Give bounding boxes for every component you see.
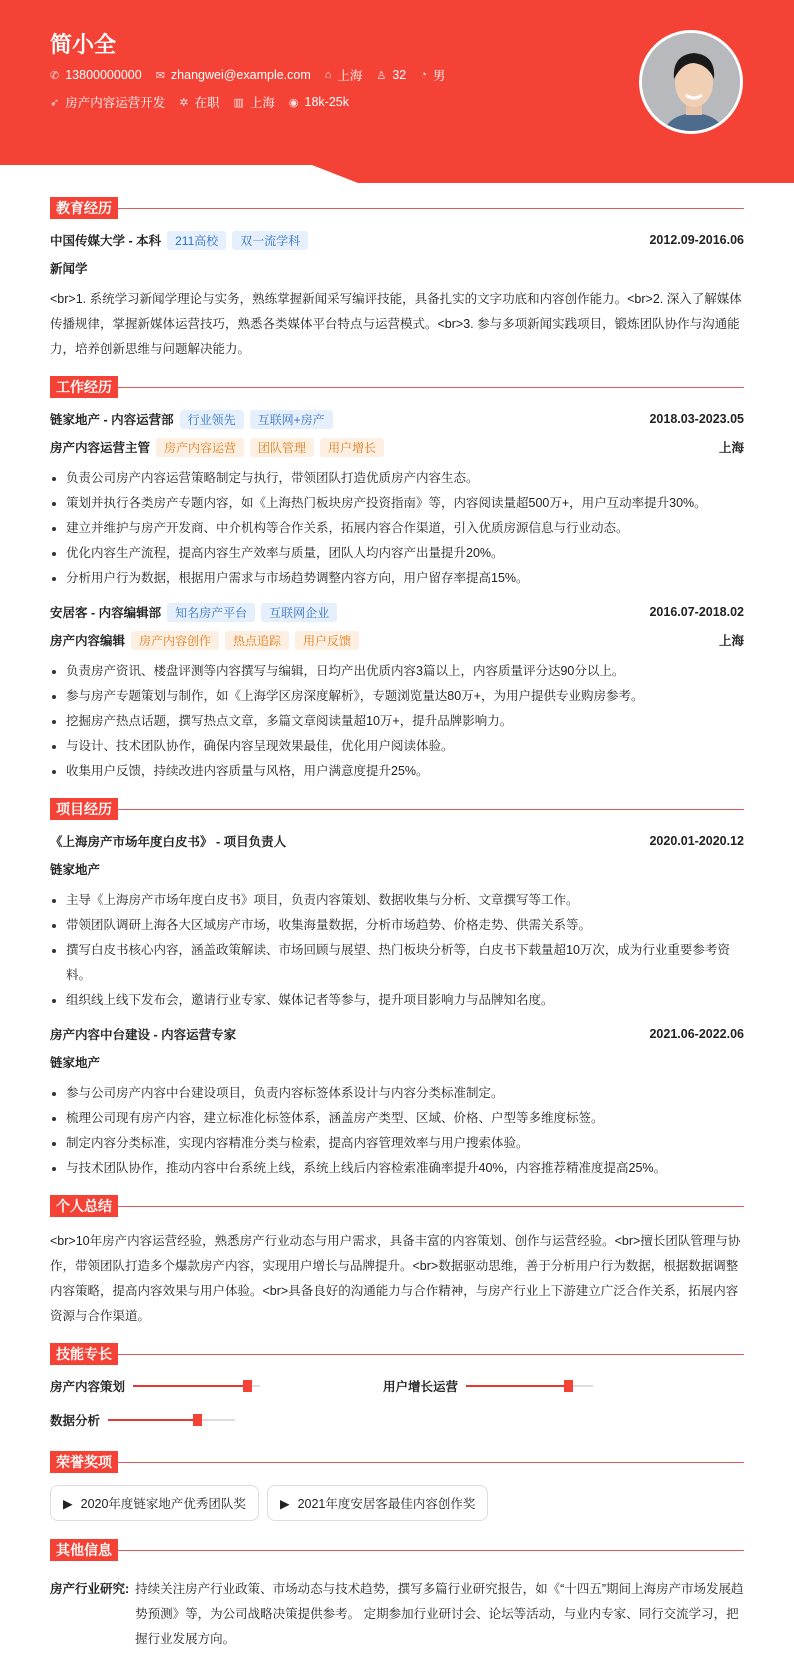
section-projects: 项目经历: [50, 798, 744, 820]
award-item: ▶ 2021年度安居客最佳内容创作奖: [267, 1485, 488, 1521]
edu-date: 2012.09-2016.06: [649, 233, 744, 247]
tag: 行业领先: [180, 410, 244, 429]
list-item: 分析用户行为数据，根据用户需求与市场趋势调整内容方向，用户留存率提高15%。: [50, 566, 744, 591]
job-target: 房产内容运营开发: [65, 96, 166, 110]
salary-icon: ◉: [288, 96, 299, 109]
candidate-name: 简小全: [50, 32, 117, 57]
list-item: 梳理公司现有房产内容，建立标准化标签体系，涵盖房产类型、区域、价格、户型等多维度标签。: [50, 1106, 744, 1131]
work-entry: [50, 603, 744, 784]
company: 链家地产 - 内容运营部: [50, 413, 174, 427]
list-item: 与技术团队协作，推动内容中台系统上线，系统上线后内容检索准确率提升40%，内容推荐精准度提高25%。: [50, 1156, 744, 1181]
list-item: 负责房产资讯、楼盘评测等内容撰写与编辑，日均产出优质内容3篇以上，内容质量评分达90分以上。: [50, 659, 744, 684]
project-entry: [50, 832, 744, 1013]
list-item: 撰写白皮书核心内容，涵盖政策解读、市场回顾与展望、热门板块分析等，白皮书下载量超10万次，成为行业重要参考资料。: [50, 938, 744, 988]
send-icon: ➶: [50, 96, 60, 109]
tag: 知名房产平台: [167, 603, 255, 622]
skill-level-knob: [564, 1380, 573, 1392]
project-title: 《上海房产市场年度白皮书》 - 项目负责人: [50, 835, 287, 849]
gender: 男: [432, 69, 446, 83]
work-date: 2018.03-2023.05: [649, 412, 744, 426]
list-item: 主导《上海房产市场年度白皮书》项目，负责内容策划、数据收集与分析、文章撰写等工作。: [50, 888, 744, 913]
city: 上海: [337, 69, 363, 83]
list-item: 参与房产专题策划与制作，如《上海学区房深度解析》，专题浏览量达80万+，为用户提供专业购房参考。: [50, 684, 744, 709]
building-icon: ▥: [233, 96, 244, 109]
skill-name: 房产内容策划: [50, 1380, 126, 1394]
other-info: 房产行业研究: 持续关注房产行业政策、市场动态与技术趋势，撰写多篇行业研究报告，如《“十四五”期间上海房产市场发展趋势预测》等，为公司战略决策提供参考。 定期参加行业研讨会、论坛等活动，与业内专家、同行交流学习，把握行业发展方向。: [50, 1582, 744, 1646]
list-item: 优化内容生产流程，提高内容生产效率与质量，团队人均内容产出量提升20%。: [50, 541, 744, 566]
job-status: 在职: [194, 96, 220, 110]
skill-level-knob: [243, 1380, 252, 1392]
skill-level-knob: [193, 1414, 202, 1426]
tag: 用户反馈: [295, 631, 359, 650]
triangle-icon: ▶: [63, 1496, 73, 1511]
salary: 18k-25k: [304, 95, 349, 109]
mail-icon: ✉: [155, 69, 165, 82]
phone-icon: ✆: [50, 69, 60, 82]
project-org: 链家地产: [50, 863, 101, 877]
list-item: 制定内容分类标准，实现内容精准分类与检索，提高内容管理效率与用户搜索体验。: [50, 1131, 744, 1156]
section-other: 其他信息: [50, 1539, 744, 1561]
role: 房产内容编辑: [50, 634, 126, 648]
list-item: 挖掘房产热点话题，撰写热点文章，多篇文章阅读量超10万+，提升品牌影响力。: [50, 709, 744, 734]
tag: 房产内容运营: [156, 438, 244, 457]
age: 32: [392, 68, 407, 82]
cake-icon: ♙: [376, 69, 387, 82]
tag: 房产内容创作: [131, 631, 219, 650]
skill-item: [383, 1377, 716, 1395]
tag: 团队管理: [250, 438, 314, 457]
list-item: 与设计、技术团队协作，确保内容呈现效果最佳，优化用户阅读体验。: [50, 734, 744, 759]
list-item: 负责公司房产内容运营策略制定与执行，带领团队打造优质房产内容生态。: [50, 466, 744, 491]
list-item: 组织线上线下发布会，邀请行业专家、媒体记者等参与，提升项目影响力与品牌知名度。: [50, 988, 744, 1013]
list-item: 参与公司房产内容中台建设项目，负责内容标签体系设计与内容分类标准制定。: [50, 1081, 744, 1106]
section-summary: 个人总结: [50, 1195, 744, 1217]
work-entry: [50, 410, 744, 591]
skill-level-bar: [133, 1385, 260, 1387]
tag: 互联网+房产: [250, 410, 333, 429]
list-item: 收集用户反馈，持续改进内容质量与风格，用户满意度提升25%。: [50, 759, 744, 784]
skill-name: 数据分析: [50, 1414, 101, 1428]
tag: 双一流学科: [232, 231, 308, 250]
section-skills: 技能专长: [50, 1343, 744, 1365]
list-item: 建立并维护与房产开发商、中介机构等合作关系，拓展内容合作渠道，引入优质房源信息与行业动态。: [50, 516, 744, 541]
project-title: 房产内容中台建设 - 内容运营专家: [50, 1028, 237, 1042]
work-city: 上海: [718, 634, 744, 648]
work-city: 上海: [249, 96, 275, 110]
project-date: 2020.01-2020.12: [649, 834, 744, 848]
gender-icon: ◔: [420, 69, 427, 81]
tag: 互联网企业: [261, 603, 337, 622]
section-work: 工作经历: [50, 376, 744, 398]
skill-name: 用户增长运营: [383, 1380, 459, 1394]
avatar: [639, 30, 743, 134]
section-awards: 荣誉奖项: [50, 1451, 744, 1473]
award-item: ▶ 2020年度链家地产优秀团队奖: [50, 1485, 259, 1521]
major: 新闻学: [50, 262, 88, 276]
email: zhangwei@example.com: [170, 68, 311, 82]
contact-row: [50, 66, 445, 84]
list-item: 策划并执行各类房产专题内容，如《上海热门板块房产投资指南》等，内容阅读量超500万+，用户互动率提升30%。: [50, 491, 744, 516]
work-city: 上海: [718, 441, 744, 455]
edu-description: <br>1. 系统学习新闻学理论与实务，熟练掌握新闻采写编评技能，具备扎实的文字功底和内容创作能力。<br>2. 深入了解媒体传播规律，掌握新媒体运营技巧，熟悉各类媒体平台特点与运营模式。<br>3. 参与多项新闻实践项目，锻炼团队协作与沟通能力，培养创新思维与问题解决能力。: [50, 292, 742, 356]
skill-level-bar: [108, 1419, 235, 1421]
tag: 用户增长: [320, 438, 384, 457]
project-org: 链家地产: [50, 1056, 101, 1070]
tag: 211高校: [167, 231, 226, 250]
summary-text: <br>10年房产内容运营经验，熟悉房产行业动态与用户需求，具备丰富的内容策划、创作与运营经验。<br>擅长团队管理与协作，带领团队打造多个爆款房产内容，实现用户增长与品牌提升。<br>数据驱动思维，善于分析用户行为数据，根据数据调整内容策略，提高内容效果与用户体验。<br>具备良好的沟通能力与合作精神，与房产行业上下游建立广泛合作关系，拓展内容资源与合作渠道。: [50, 1234, 741, 1323]
gear-icon: ✲: [179, 96, 189, 109]
section-education: 教育经历: [50, 197, 744, 219]
list-item: 带领团队调研上海各大区域房产市场，收集海量数据，分析市场趋势、价格走势、供需关系等。: [50, 913, 744, 938]
triangle-icon: ▶: [279, 1496, 290, 1511]
role: 房产内容运营主管: [50, 441, 151, 455]
school: 中国传媒大学 - 本科: [50, 234, 162, 248]
project-date: 2021.06-2022.06: [649, 1027, 744, 1041]
skill-item: [50, 1411, 383, 1429]
project-entry: [50, 1025, 744, 1181]
skill-level-bar: [466, 1385, 593, 1387]
job-row: [50, 93, 349, 111]
tag: 热点追踪: [225, 631, 289, 650]
company: 安居客 - 内容编辑部: [50, 606, 162, 620]
phone: 13800000000: [65, 68, 142, 82]
skill-item: [50, 1377, 383, 1395]
home-icon: ⌂: [324, 69, 332, 81]
work-date: 2016.07-2018.02: [649, 605, 744, 619]
